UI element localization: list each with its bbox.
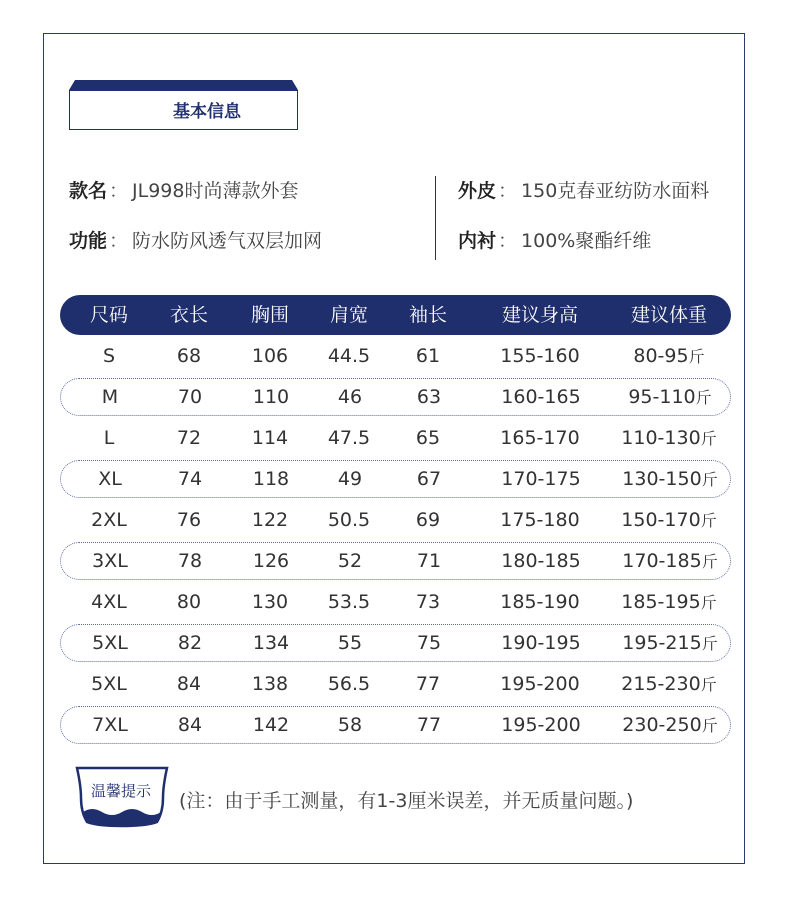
cell-size: 2XL <box>91 509 127 531</box>
cell-weight <box>608 665 730 703</box>
measurement-note: (注：由于手工测量，有1-3厘米误差，并无质量问题。) <box>179 790 634 812</box>
cell-sleeve: 75 <box>416 632 442 654</box>
cell-length: 78 <box>177 550 203 572</box>
cell-height: 170-175 <box>501 468 581 490</box>
cell-chest: 126 <box>252 550 290 572</box>
function-colon: ： <box>109 230 129 252</box>
cell-size: 5XL <box>92 632 128 654</box>
info-style <box>69 176 299 203</box>
header-height: 建议身高 <box>501 304 578 326</box>
weight-value: 170-185 <box>622 550 702 572</box>
weight-value: 195-215 <box>622 632 702 654</box>
cell-shoulder: 49 <box>337 468 363 490</box>
cell-weight <box>609 706 731 744</box>
cell-height: 165-170 <box>500 427 580 449</box>
style-key: 款名 <box>69 180 108 202</box>
cell-chest: 142 <box>252 714 290 736</box>
info-lining <box>458 226 651 253</box>
weight-unit: 斤 <box>700 675 717 694</box>
cell-length: 84 <box>176 673 202 695</box>
weight-unit: 斤 <box>701 716 718 735</box>
cell-size: 5XL <box>91 673 127 695</box>
cell-shoulder: 50.5 <box>327 509 371 531</box>
table-row <box>60 419 731 457</box>
outer-key: 外皮 <box>458 180 497 202</box>
header-shoulder: 肩宽 <box>329 304 368 326</box>
cell-sleeve: 71 <box>416 550 442 572</box>
cell-size: L <box>103 427 115 449</box>
cell-sleeve: 67 <box>416 468 442 490</box>
cell-size: XL <box>98 468 122 490</box>
cell-shoulder: 52 <box>337 550 363 572</box>
cell-weight <box>609 542 731 580</box>
cell-sleeve: 65 <box>415 427 441 449</box>
cell-shoulder: 46 <box>337 386 363 408</box>
cell-height: 190-195 <box>501 632 581 654</box>
cell-size: 4XL <box>91 591 127 613</box>
cell-length: 84 <box>177 714 203 736</box>
cell-size: 7XL <box>92 714 128 736</box>
cell-height: 180-185 <box>501 550 581 572</box>
tip-badge <box>73 766 171 828</box>
header-weight: 建议体重 <box>630 304 707 326</box>
weight-value: 215-230 <box>621 673 701 695</box>
cell-height: 195-200 <box>500 673 580 695</box>
cell-size: S <box>102 345 116 367</box>
lining-colon: ： <box>498 230 518 252</box>
tip-badge-label: 温馨提示 <box>90 782 151 800</box>
cell-sleeve: 69 <box>415 509 441 531</box>
outer-value: 150克春亚纺防水面料 <box>521 180 710 202</box>
cell-chest: 114 <box>251 427 289 449</box>
cell-sleeve: 63 <box>416 386 442 408</box>
cell-length: 80 <box>176 591 202 613</box>
cell-length: 82 <box>177 632 203 654</box>
cell-length: 68 <box>176 345 202 367</box>
weight-unit: 斤 <box>688 347 705 366</box>
weight-unit: 斤 <box>695 388 712 407</box>
style-value: JL998时尚薄款外套 <box>132 180 299 202</box>
weight-unit: 斤 <box>701 634 718 653</box>
cell-shoulder: 53.5 <box>327 591 371 613</box>
weight-unit: 斤 <box>701 552 718 571</box>
cell-chest: 138 <box>251 673 289 695</box>
cell-height: 185-190 <box>500 591 580 613</box>
weight-value: 110-130 <box>621 427 701 449</box>
cell-weight <box>608 419 730 457</box>
table-row <box>60 378 731 416</box>
lining-value: 100%聚酯纤维 <box>521 230 652 252</box>
cell-length: 76 <box>176 509 202 531</box>
table-row <box>60 501 731 539</box>
cell-weight <box>608 337 730 375</box>
weight-unit: 斤 <box>701 470 718 489</box>
header-chest: 胸围 <box>250 304 289 326</box>
weight-value: 150-170 <box>621 509 701 531</box>
lining-key: 内衬 <box>458 230 497 252</box>
info-divider <box>435 176 436 260</box>
weight-value: 185-195 <box>621 591 701 613</box>
table-row <box>60 583 731 621</box>
weight-unit: 斤 <box>700 511 717 530</box>
function-value: 防水防风透气双层加网 <box>132 230 323 252</box>
cell-height: 195-200 <box>501 714 581 736</box>
style-colon: ： <box>109 180 129 202</box>
cell-shoulder: 58 <box>337 714 363 736</box>
size-table-header <box>60 295 731 335</box>
weight-value: 80-95 <box>633 345 689 367</box>
header-size: 尺码 <box>89 304 128 326</box>
weight-value: 230-250 <box>622 714 702 736</box>
header-sleeve: 袖长 <box>408 304 447 326</box>
section-title-tag <box>69 80 298 130</box>
cell-sleeve: 61 <box>415 345 441 367</box>
cell-sleeve: 77 <box>416 714 442 736</box>
cell-weight <box>609 624 731 662</box>
weight-value: 130-150 <box>622 468 702 490</box>
cell-length: 70 <box>177 386 203 408</box>
cell-weight <box>609 378 731 416</box>
table-row <box>60 542 731 580</box>
cell-length: 72 <box>176 427 202 449</box>
cell-height: 160-165 <box>501 386 581 408</box>
cell-shoulder: 47.5 <box>327 427 371 449</box>
cell-height: 155-160 <box>500 345 580 367</box>
table-row <box>60 337 731 375</box>
cell-sleeve: 73 <box>415 591 441 613</box>
cell-chest: 118 <box>252 468 290 490</box>
cell-shoulder: 44.5 <box>327 345 371 367</box>
weight-value: 95-110 <box>628 386 696 408</box>
table-row <box>60 624 731 662</box>
weight-unit: 斤 <box>700 593 717 612</box>
cell-shoulder: 55 <box>337 632 363 654</box>
header-length: 衣长 <box>169 304 208 326</box>
cell-size: M <box>101 386 119 408</box>
cell-weight <box>608 583 730 621</box>
cell-weight <box>609 460 731 498</box>
cell-height: 175-180 <box>500 509 580 531</box>
cell-chest: 106 <box>251 345 289 367</box>
cell-length: 74 <box>177 468 203 490</box>
weight-unit: 斤 <box>700 429 717 448</box>
outer-colon: ： <box>498 180 518 202</box>
table-row <box>60 460 731 498</box>
cell-chest: 134 <box>252 632 290 654</box>
table-row <box>60 706 731 744</box>
section-title: 基本信息 <box>173 102 241 122</box>
cell-weight <box>608 501 730 539</box>
table-row <box>60 665 731 703</box>
info-outer <box>458 176 709 203</box>
cell-chest: 110 <box>252 386 290 408</box>
info-function <box>69 226 322 253</box>
cell-chest: 130 <box>251 591 289 613</box>
cell-sleeve: 77 <box>415 673 441 695</box>
cell-shoulder: 56.5 <box>327 673 371 695</box>
function-key: 功能 <box>69 230 108 252</box>
cell-size: 3XL <box>92 550 128 572</box>
cell-chest: 122 <box>251 509 289 531</box>
